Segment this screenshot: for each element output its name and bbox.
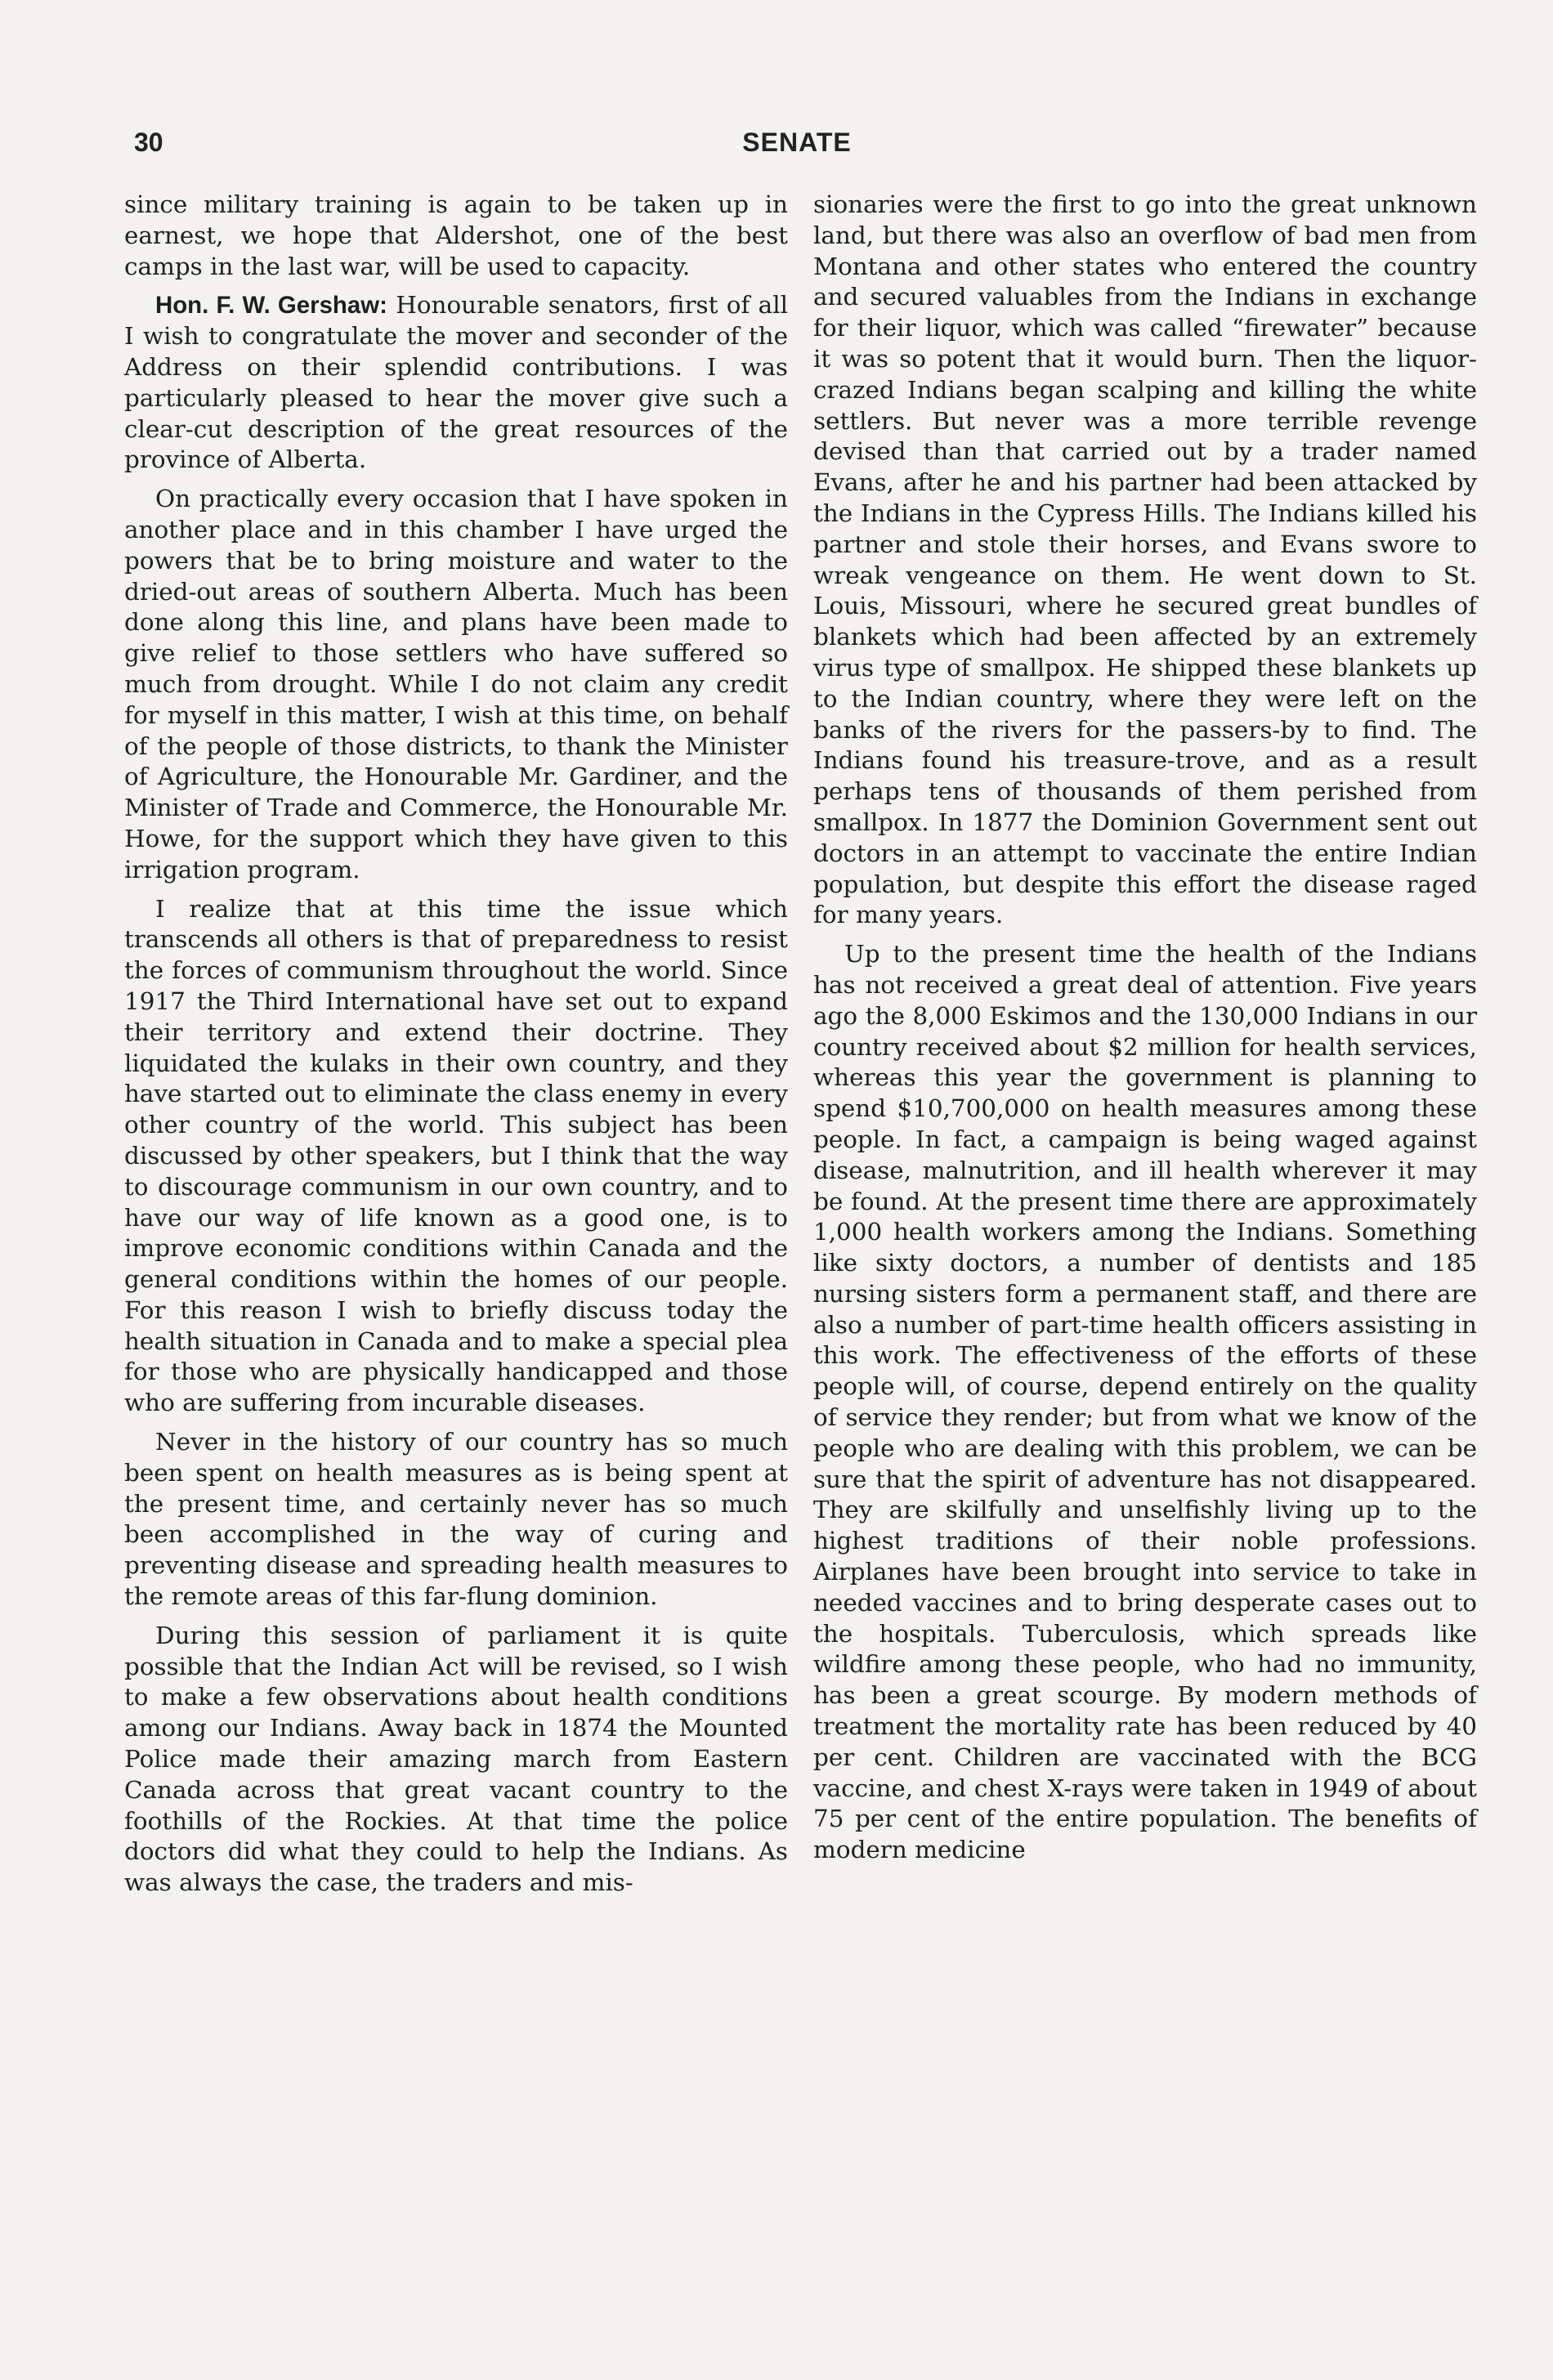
paragraph: Up to the present time the health of the Indians has not received a great deal of attention. Five years ago the 8,000 Eskimos and the 130,000 Indians in our country received about $2 million for health services, whereas this year the government is planning to spend $10,700,000 on health measures among these people. In fact, a campaign is being waged against disease, malnutrition, and ill health wherever it may be found. At the present time there are approximately 1,000 health workers among the Indians. Something like sixty doctors, a number of dentists and 185 nursing sisters form a permanent staff, and there are also a number of part-time health officers assisting in this work. The effectiveness of the efforts of these people will, of course, depend entirely on the quality of service they render; but from what we know of the people who are dealing with this problem, we can be sure that the spirit of adventure has not disappeared. They are skilfully and unselfishly living up to the highest traditions of their noble professions. Airplanes have been brought into service to take in needed vaccines and to bring desperate cases out to the hospitals. Tuberculosis, which spreads like wildfire among these people, who had no immunity, has been a great scourge. By modern methods of treatment the mortality rate has been reduced by 40 per cent. Children are vaccinated with the BCG vaccine, and chest X-rays were taken in 1949 of about 75 per cent of the entire population. The benefits of modern medicine: [813, 940, 1477, 1864]
page-header: [123, 128, 1471, 168]
paragraph: I realize that at this time the issue which transcends all others is that of preparedness to resist the forces of communism throughout the world. Since 1917 the Third International have set out to expand their territory and extend their doctrine. They liquidated the kulaks in their own country, and they have started out to eliminate the class enemy in every other country of the world. This subject has been discussed by other speakers, but I think that the way to discourage communism in our own country, and to have our way of life known as a good one, is to improve economic conditions within Canada and the general conditions within the homes of our people. For this reason I wish to briefly discuss today the health situation in Canada and to make a special plea for those who are physically handicapped and those who are suffering from incurable diseases.: [124, 894, 788, 1417]
paragraph-speech: [124, 290, 788, 476]
page-number: 30: [134, 128, 163, 157]
paragraph: Never in the history of our country has so much been spent on health measures as is being spent at the present time, and certainly never has so much been accomplished in the way of curing and preventing disease and spreading health measures to the remote areas of this far-flung dominion.: [124, 1428, 788, 1611]
paragraph: since military training is again to be taken up in earnest, we hope that Aldershot, one of the best camps in the last war, will be used to capacity.: [124, 190, 788, 280]
paragraph: sionaries were the first to go into the great unknown land, but there was also an overflow of bad men from Montana and other states who entered the country and secured valuables from the Indians in exchange for their liquor, which was called “firewater” because it was so potent that it would burn. Then the liquor-crazed Indians began scalping and killing the white settlers. But never was a more terrible revenge devised than that carried out by a trader named Evans, after he and his partner had been attacked by the Indians in the Cypress Hills. The Indians killed his partner and stole their horses, and Evans swore to wreak vengeance on them. He went down to St. Louis, Missouri, where he secured great bundles of blankets which had been affected by an extremely virus type of smallpox. He shipped these blankets up to the Indian country, where they were left on the banks of the rivers for the passers-by to find. The Indians found his treasure-trove, and as a result perhaps tens of thousands of them perished from smallpox. In 1877 the Dominion Government sent out doctors in an attempt to vaccinate the entire Indian population, but despite this effort the disease raged for many years.: [813, 190, 1477, 929]
running-head: SENATE: [742, 128, 852, 157]
speaker-name: Hon. F. W. Gershaw:: [155, 292, 387, 320]
speech-text: Honourable senators, first of all I wish to congratulate the mover and seconder of the Address on their splendid contributions. I was particularly pleased to hear the mover give such a clear-cut description of the great resources of the province of Alberta.: [124, 291, 788, 474]
left-column: [124, 190, 788, 1907]
paragraph: During this session of parliament it is quite possible that the Indian Act will be revised, so I wish to make a few observations about health conditions among our Indians. Away back in 1874 the Mounted Police made their amazing march from Eastern Canada across that great vacant country to the foothills of the Rockies. At that time the police doctors did what they could to help the Indians. As was always the case, the traders and mis-: [124, 1621, 788, 1897]
paragraph: On practically every occasion that I have spoken in another place and in this chamber I have urged the powers that be to bring moisture and water to the dried-out areas of southern Alberta. Much has been done along this line, and plans have been made to give relief to those settlers who have suffered so much from drought. While I do not claim any credit for myself in this matter, I wish at this time, on behalf of the people of those districts, to thank the Minister of Agriculture, the Honourable Mr. Gardiner, and the Minister of Trade and Commerce, the Honourable Mr. Howe, for the support which they have given to this irrigation program.: [124, 485, 788, 884]
right-column: [813, 190, 1477, 1874]
